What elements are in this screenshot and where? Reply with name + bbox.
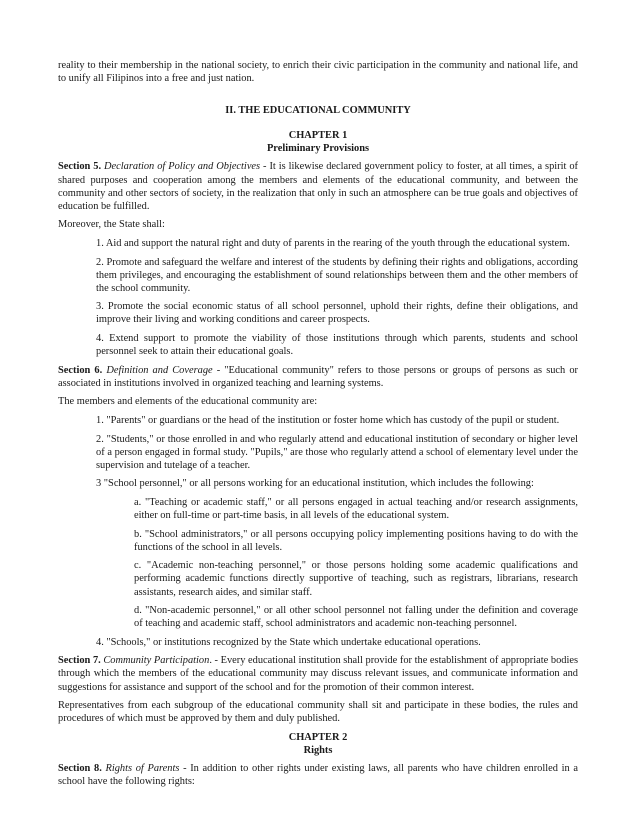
part-heading: II. THE EDUCATIONAL COMMUNITY <box>225 105 411 117</box>
section-6-text: - "Educational community" refers to those persons or groups of persons as such or associated in institutions involved in organized teaching and learning systems. <box>58 364 578 389</box>
section-5-item-2: 2. Promote and safeguard the welfare and interest of the students by defining their rights and obligations, according them privileges, and encouraging the establishment of sound relationships between them and the other members of the school community. <box>96 256 578 294</box>
section-5-item-3: 3. Promote the social economic status of all school personnel, uphold their rights, define their obligations, and improve their living and working conditions and career prospects. <box>96 301 578 326</box>
section-6-subitem-b: b. "School administrators," or all persons occupying policy implementing positions having to do with the functions of the school in all levels. <box>134 528 578 553</box>
section-6-members-intro: The members and elements of the educational community are: <box>58 396 318 408</box>
section-5-label: Section 5. <box>58 161 102 173</box>
section-7-label: Section 7. <box>58 655 101 667</box>
section-6-item-1: 1. "Parents" or guardians or the head of the institution or foster home which has custody of the pupil or student. <box>96 414 560 426</box>
section-8-label: Section 8. <box>58 763 102 775</box>
chapter-2-title: Rights <box>303 744 333 756</box>
section-5-text: - It is likewise declared government policy to foster, at all times, a spirit of shared purposes and cooperation among the members and elements of the educational community, and between the community and other sectors of society, in the realization that only in such an atmosphere can be true goals and objectives of education be fulfilled. <box>58 161 578 212</box>
chapter-1-number: CHAPTER 1 <box>288 130 348 142</box>
section-8-title: Rights of Parents <box>105 763 180 775</box>
section-6-title: Definition and Coverage <box>106 364 213 376</box>
section-5-moreover: Moreover, the State shall: <box>58 219 165 231</box>
section-6-label: Section 6. <box>58 364 103 376</box>
intro-paragraph: reality to their membership in the national society, to enrich their civic participation in the community and national life, and to unify all Filipinos into a free and just nation. <box>58 60 578 85</box>
section-5-paragraph <box>58 160 578 212</box>
section-6-subitem-d: d. "Non-academic personnel," or all other school personnel not falling under the definition and coverage of teaching and academic staff, school administrators and academic non-teaching personnel. <box>134 605 578 630</box>
section-5-item-4: 4. Extend support to promote the viability of those institutions through which parents, students and school personnel seek to attain their educational goals. <box>96 333 578 358</box>
section-5-item-1: 1. Aid and support the natural right and duty of parents in the rearing of the youth through the educational system. <box>96 237 570 249</box>
section-8-paragraph <box>58 762 578 788</box>
section-7-paragraph <box>58 654 578 693</box>
section-7-title: Community Participation <box>103 655 210 667</box>
section-6-item-3: 3 "School personnel," or all persons working for an educational institution, which includes the following: <box>96 478 534 490</box>
section-6-item-4: 4. "Schools," or institutions recognized by the State which undertake educational operations. <box>96 636 481 648</box>
section-8-text: - In addition to other rights under existing laws, all parents who have children enrolled in a school have the following rights: <box>58 763 578 788</box>
section-6-subitem-a: a. "Teaching or academic staff," or all persons engaged in actual teaching and/or research assignments, either on full-time or part-time basis, in all levels of the educational system. <box>134 496 578 522</box>
section-7-para-2: Representatives from each subgroup of the educational community shall sit and participate in these bodies, the rules and procedures of which must be approved by them and duly published. <box>58 700 578 725</box>
section-7-text: . - Every educational institution shall provide for the establishment of appropriate bodies through which the members of the educational community may discuss relevant issues, and communicate information and suggestions for assistance and support of the school and for the promotion of their common interest. <box>58 655 579 693</box>
chapter-1-title: Preliminary Provisions <box>266 143 370 155</box>
section-5-title: Declaration of Policy and Objectives <box>104 161 261 173</box>
section-6-subitem-c: c. "Academic non-teaching personnel," or those persons holding some academic qualifications and performing academic functions directly supportive of teaching, such as registrars, librarians, research assistants, research aides, and similar staff. <box>134 560 578 598</box>
chapter-2-number: CHAPTER 2 <box>288 731 348 743</box>
section-6-item-2: 2. "Students," or those enrolled in and who regularly attend and educational institution of secondary or higher level of a person engaged in formal study. "Pupils," are those who regularly attend a school of elementary level under the supervision and tutelage of a teacher. <box>96 433 578 471</box>
section-6-paragraph <box>58 364 578 390</box>
